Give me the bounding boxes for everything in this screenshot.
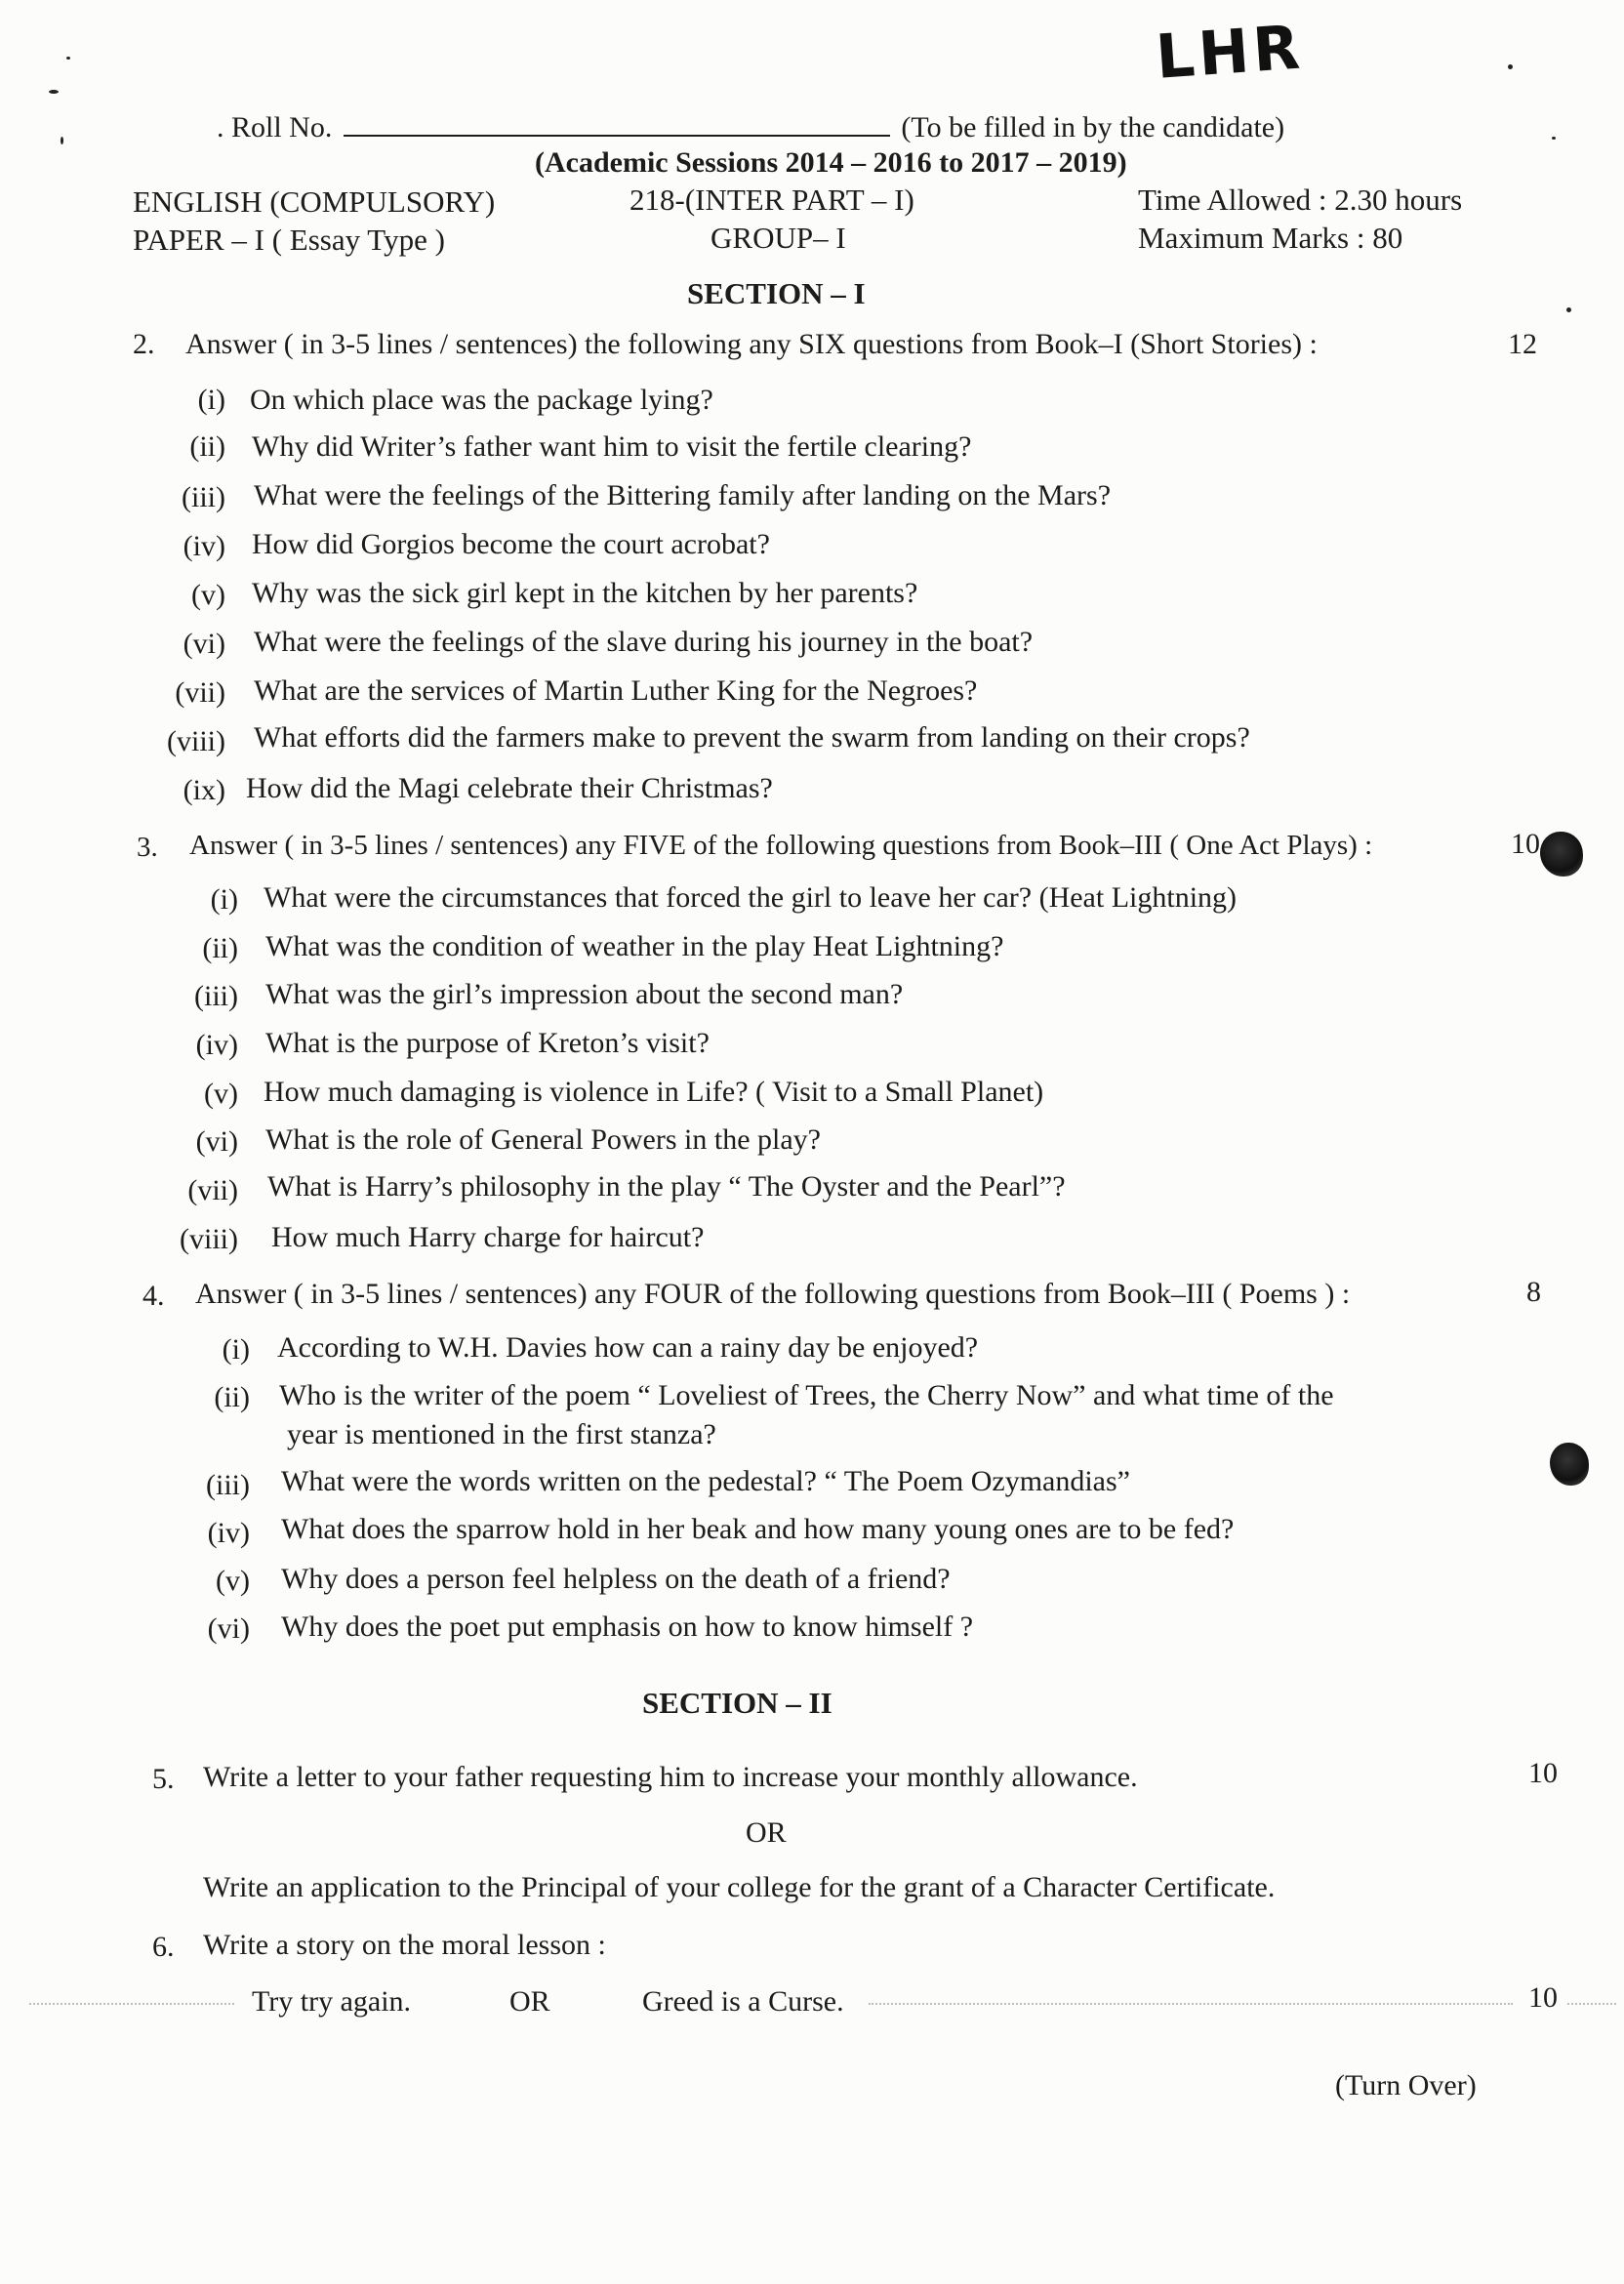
question-6-text: Write a story on the moral lesson : [203,1929,606,1961]
item-number: (i) [197,384,225,416]
item-number: (vi) [207,1612,250,1645]
item-text: How much damaging is violence in Life? ( Visit to a Small Planet) [264,1076,1044,1108]
ink-blot [1540,832,1583,877]
item-number: (vi) [183,628,225,660]
question-5-or: OR [746,1816,787,1849]
scan-speck [1508,64,1513,69]
question-6-option-1: Try try again. [252,1985,412,2018]
academic-sessions: (Academic Sessions 2014 – 2016 to 2017 – 2019) [535,146,1127,179]
item-text: What were the feelings of the slave during his journey in the boat? [254,626,1034,658]
question-5-text: Write a letter to your father requesting him to increase your monthly allowance. [203,1761,1138,1793]
scan-artifact-line [29,2003,234,2005]
item-text: Who is the writer of the poem “ Loveliest of Trees, the Cherry Now” and what time of the [279,1379,1334,1411]
item-text: What is the purpose of Kreton’s visit? [265,1027,710,1059]
item-number: (ii) [189,430,225,463]
roll-number-blank [344,109,890,137]
item-text: What is Harry’s philosophy in the play “ The Oyster and the Pearl”? [267,1170,1066,1203]
item-text: Why does a person feel helpless on the death of a friend? [281,1563,951,1595]
roll-number-note: (To be filled in by the candidate) [901,111,1285,143]
turn-over-note: (Turn Over) [1335,2069,1477,2101]
question-number: 4. [142,1280,165,1312]
question-4-marks: 8 [1526,1276,1541,1308]
item-number: (iii) [194,980,238,1012]
question-5-marks: 10 [1528,1757,1558,1789]
item-text: What were the words written on the pedestal? “ The Poem Ozymandias” [281,1465,1130,1497]
question-2-text: Answer ( in 3-5 lines / sentences) the following any SIX questions from Book–I (Short Stories) : [185,328,1318,360]
section-2-title: SECTION – II [642,1686,832,1720]
question-number: 5. [152,1763,175,1795]
item-number: (iii) [206,1469,250,1501]
item-text-continuation: year is mentioned in the first stanza? [287,1418,716,1450]
item-text: According to W.H. Davies how can a rainy day be enjoyed? [277,1331,979,1364]
item-text: What was the condition of weather in the play Heat Lightning? [265,930,1004,962]
group-label: GROUP– I [710,221,846,255]
item-number: (iii) [182,481,225,513]
scan-speck [61,137,63,144]
item-text: Why did Writer’s father want him to visit the fertile clearing? [252,430,972,463]
scan-speck [1566,307,1571,312]
item-text: What does the sparrow hold in her beak and how many young ones are to be fed? [281,1513,1235,1545]
item-text: What efforts did the farmers make to prevent the swarm from landing on their crops? [254,721,1250,754]
item-number: (ix) [183,774,225,806]
ink-blot [1550,1443,1589,1486]
item-text: What is the role of General Powers in the play? [265,1123,821,1156]
item-text: How much Harry charge for haircut? [271,1221,705,1253]
question-6-option-2: Greed is a Curse. [642,1985,844,2018]
question-number: 3. [137,832,158,863]
item-text: What was the girl’s impression about the second man? [265,978,904,1010]
question-5-alternative: Write an application to the Principal of your college for the grant of a Character Certificate. [203,1871,1276,1903]
paper-code: 218-(INTER PART – I) [629,183,914,217]
question-6-or: OR [509,1985,550,2018]
subject-title: ENGLISH (COMPULSORY) [133,184,496,219]
question-3-marks: 10 [1511,828,1540,860]
item-number: (iv) [195,1029,238,1061]
item-number: (iv) [207,1517,250,1549]
question-2-marks: 12 [1508,328,1537,360]
item-text: How did the Magi celebrate their Christmas? [246,772,773,804]
item-number: (vii) [187,1174,238,1206]
item-number: (iv) [183,530,225,562]
maximum-marks: Maximum Marks : 80 [1138,221,1403,255]
item-number: (vii) [175,676,225,709]
time-allowed: Time Allowed : 2.30 hours [1138,183,1463,217]
item-number: (viii) [180,1223,238,1255]
question-number: 6. [152,1931,175,1963]
item-text: What are the services of Martin Luther King for the Negroes? [254,674,978,707]
paper-type: PAPER – I ( Essay Type ) [133,223,445,257]
roll-number-line [217,109,1284,144]
item-text: What were the circumstances that forced the girl to leave her car? (Heat Lightning) [264,881,1238,914]
item-text: How did Gorgios become the court acrobat? [252,528,770,560]
item-number: (vi) [195,1125,238,1158]
item-text: Why does the poet put emphasis on how to know himself ? [281,1611,974,1643]
scan-speck [66,57,70,60]
item-text: Why was the sick girl kept in the kitchen by her parents? [252,577,918,609]
item-number: (viii) [167,725,225,757]
item-number: (ii) [214,1381,250,1413]
scan-speck [49,90,59,94]
item-number: (v) [216,1565,250,1597]
item-number: (v) [204,1078,238,1110]
item-number: (i) [222,1333,250,1366]
roll-number-label: . Roll No. [217,111,333,143]
item-number: (v) [191,579,225,611]
item-number: (ii) [202,932,238,964]
item-text: What were the feelings of the Bittering family after landing on the Mars? [254,479,1112,511]
question-number: 2. [133,328,155,360]
section-1-title: SECTION – I [687,276,866,310]
scan-speck [1552,137,1556,140]
scan-artifact-line [869,2003,1513,2005]
scan-artifact-line [1567,2003,1616,2005]
question-3-text: Answer ( in 3-5 lines / sentences) any FIVE of the following questions from Book–III ( One Act Plays) : [189,830,1373,861]
board-mark-handwritten: LHR [1154,11,1306,93]
question-4-text: Answer ( in 3-5 lines / sentences) any FOUR of the following questions from Book–III ( Poems ) : [195,1278,1351,1310]
item-number: (i) [210,883,238,916]
item-text: On which place was the package lying? [250,384,713,416]
question-6-marks: 10 [1528,1981,1558,2014]
